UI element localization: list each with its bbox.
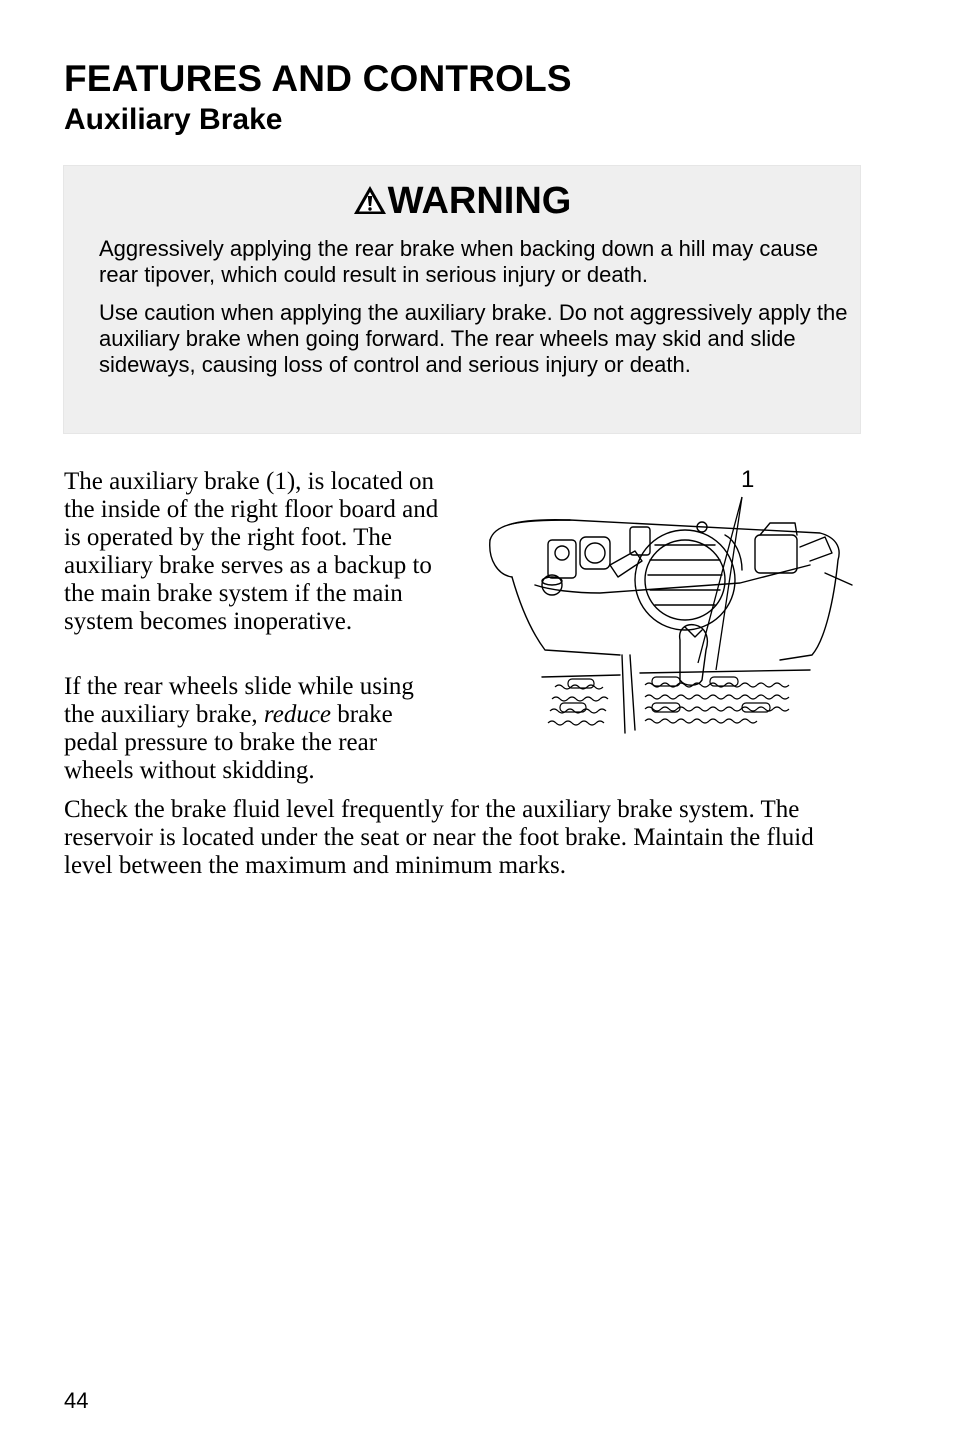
auxiliary-brake-illustration [480, 465, 860, 740]
body-paragraph: Check the brake fluid level frequently for the auxiliary brake system. The reservoir is located under the seat or near the foot brake. Maintain the fluid level between the maximum and minimum marks. [64, 796, 814, 879]
warning-box [63, 165, 861, 434]
warning-paragraph: Aggressively applying the rear brake when backing down a hill may cause rear tipover, which could result in serious injury or death. [99, 236, 819, 287]
warning-triangle-icon [353, 185, 387, 215]
page-number: 44 [64, 1388, 89, 1413]
body-text-run: brake pedal pressure to brake the rear wheels without skidding. [64, 701, 393, 784]
section-title: FEATURES AND CONTROLS [64, 58, 572, 99]
body-text-run: If the rear wheels slide while using the auxiliary brake, [64, 673, 414, 728]
warning-heading [64, 178, 860, 224]
warning-label: WARNING [387, 180, 572, 222]
body-emphasis: reduce [263, 701, 332, 728]
warning-paragraph: Use caution when applying the auxiliary brake. Do not aggressively apply the auxiliary brake when going forward. The rear wheels may skid and slide sideways, causing loss of control and serious injury or death. [99, 300, 848, 377]
body-paragraph: The auxiliary brake (1), is located on the inside of the right floor board and is operated by the right foot. The auxiliary brake serves as a backup to the main brake system if the main system becomes inoperative. [64, 468, 439, 635]
subsection-title: Auxiliary Brake [64, 103, 283, 136]
callout-label: 1 [741, 466, 755, 493]
body-paragraph [64, 673, 444, 785]
